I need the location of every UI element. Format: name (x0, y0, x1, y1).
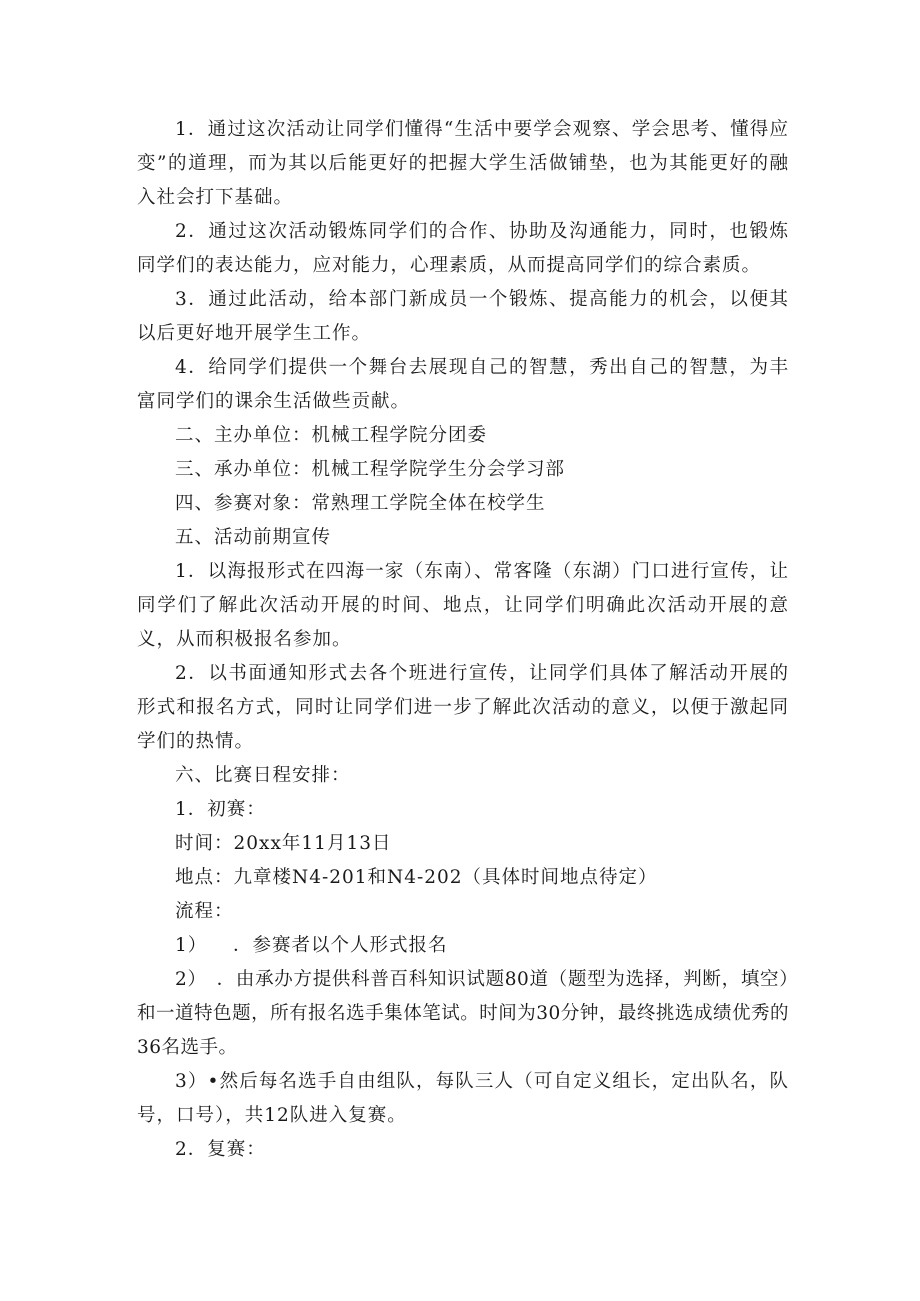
document-body (137, 113, 789, 1167)
preliminary-flow-heading: 流程： (175, 901, 234, 922)
preliminary-place: 地点：九章楼N4-201和N4-202（具体时间地点待定） (175, 867, 658, 888)
paragraph-goal-3: 3．通过此活动，给本部门新成员一个锻炼、提高能力的机会，以便其以后更好地开展学生工作。 (137, 289, 789, 344)
section-host: 三、承办单位：机械工程学院学生分会学习部 (175, 459, 566, 480)
section-participants: 四、参赛对象：常熟理工学院全体在校学生 (175, 493, 546, 514)
preliminary-time: 时间：20xx年11月13日 (175, 833, 392, 854)
flow-step-1 (137, 929, 789, 963)
flow-step-1-text: ．参赛者以个人形式报名 (233, 935, 448, 956)
paragraph-publicity-1: 1．以海报形式在四海一家（东南）、常客隆（东湖）门口进行宣传，让同学们了解此次活动开展的时间、地点，让同学们明确此次活动开展的意义，从而积极报名参加。 (137, 561, 789, 650)
round-preliminary: 1．初赛： (175, 799, 266, 820)
paragraph-goal-1: 1．通过这次活动让同学们懂得“生活中要学会观察、学会思考、懂得应变”的道理，而为其以后能更好的把握大学生活做铺垫，也为其能更好的融入社会打下基础。 (137, 119, 789, 208)
paragraph-goal-2: 2．通过这次活动锻炼同学们的合作、协助及沟通能力，同时，也锻炼同学们的表达能力，应对能力，心理素质，从而提高同学们的综合素质。 (137, 221, 789, 276)
section-schedule-heading: 六、比赛日程安排： (175, 765, 351, 786)
round-semifinal: 2．复赛： (175, 1139, 266, 1160)
flow-step-3: 3）•然后每名选手自由组队，每队三人（可自定义组长，定出队名，队号，口号），共12队进入复赛。 (137, 1071, 789, 1126)
paragraph-goal-4: 4．给同学们提供一个舞台去展现自己的智慧，秀出自己的智慧，为丰富同学们的课余生活做些贡献。 (137, 357, 789, 412)
flow-step-1-number: 1） (175, 935, 208, 956)
section-organizer: 二、主办单位：机械工程学院分团委 (175, 425, 488, 446)
section-publicity-heading: 五、活动前期宣传 (175, 527, 332, 548)
paragraph-publicity-2: 2．以书面通知形式去各个班进行宣传，让同学们具体了解活动开展的形式和报名方式，同时让同学们进一步了解此次活动的意义，以便于激起同学们的热情。 (137, 663, 789, 752)
flow-step-2: 2） ．由承办方提供科普百科知识试题80道（题型为选择，判断，填空）和一道特色题，所有报名选手集体笔试。时间为30分钟，最终挑选成绩优秀的36名选手。 (137, 969, 789, 1058)
